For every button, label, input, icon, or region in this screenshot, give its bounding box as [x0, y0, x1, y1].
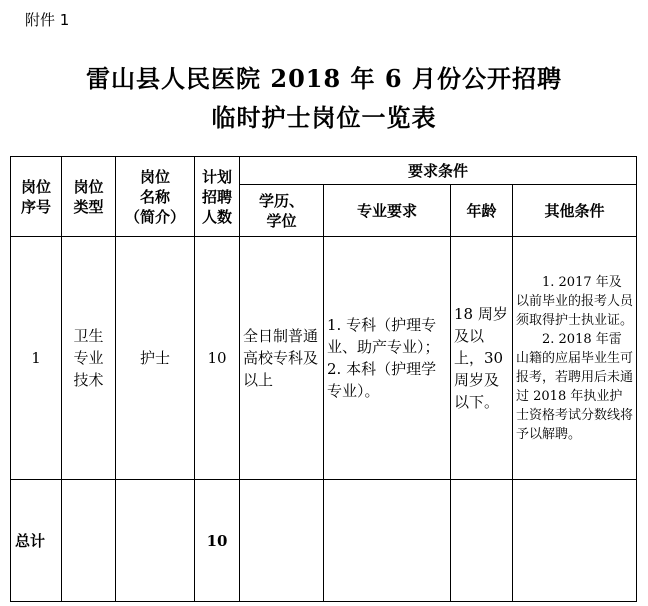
cell-type: 卫生 专业 技术 — [62, 237, 116, 480]
positions-table — [10, 156, 637, 602]
header-age: 年龄 — [451, 185, 513, 237]
header-type: 岗位 类型 — [62, 157, 116, 237]
total-count: 10 — [195, 480, 240, 602]
cell-name: 护士 — [116, 237, 195, 480]
total-label: 总计 — [11, 480, 62, 602]
table-row — [11, 237, 637, 480]
other-condition-1: 1. 2017 年及以前毕业的报考人员须取得护士执业证。 — [516, 274, 634, 328]
other-condition-2: 2. 2018 年雷山籍的应届毕业生可报考，若聘用后未通过 2018 年执业护士资格考试分数线将予以解聘。 — [516, 331, 634, 442]
cell-count: 10 — [195, 237, 240, 480]
header-seq: 岗位 序号 — [11, 157, 62, 237]
document-title-line2: 临时护士岗位一览表 — [211, 103, 437, 132]
total-empty-name — [116, 480, 195, 602]
cell-seq: 1 — [11, 237, 62, 480]
header-count: 计划 招聘 人数 — [195, 157, 240, 237]
total-empty-education — [240, 480, 324, 602]
cell-major: 1. 专科（护理专业、助产专业）；2. 本科（护理学专业）。 — [324, 237, 451, 480]
cell-age: 18 周岁及以上，30 周岁及以下。 — [451, 237, 513, 480]
header-other: 其他条件 — [513, 185, 637, 237]
cell-other — [513, 237, 637, 480]
total-empty-major — [324, 480, 451, 602]
attachment-label: 附件 1 — [25, 11, 70, 29]
header-education: 学历、 学位 — [240, 185, 324, 237]
total-row — [11, 480, 637, 602]
document-title-line1: 雷山县人民医院 2018 年 6 月份公开招聘 — [86, 64, 562, 93]
header-name: 岗位 名称 （简介） — [116, 157, 195, 237]
cell-education: 全日制普通高校专科及以上 — [240, 237, 324, 480]
total-empty-age — [451, 480, 513, 602]
header-requirements: 要求条件 — [240, 157, 637, 185]
header-major: 专业要求 — [324, 185, 451, 237]
total-empty-other — [513, 480, 637, 602]
total-empty-type — [62, 480, 116, 602]
